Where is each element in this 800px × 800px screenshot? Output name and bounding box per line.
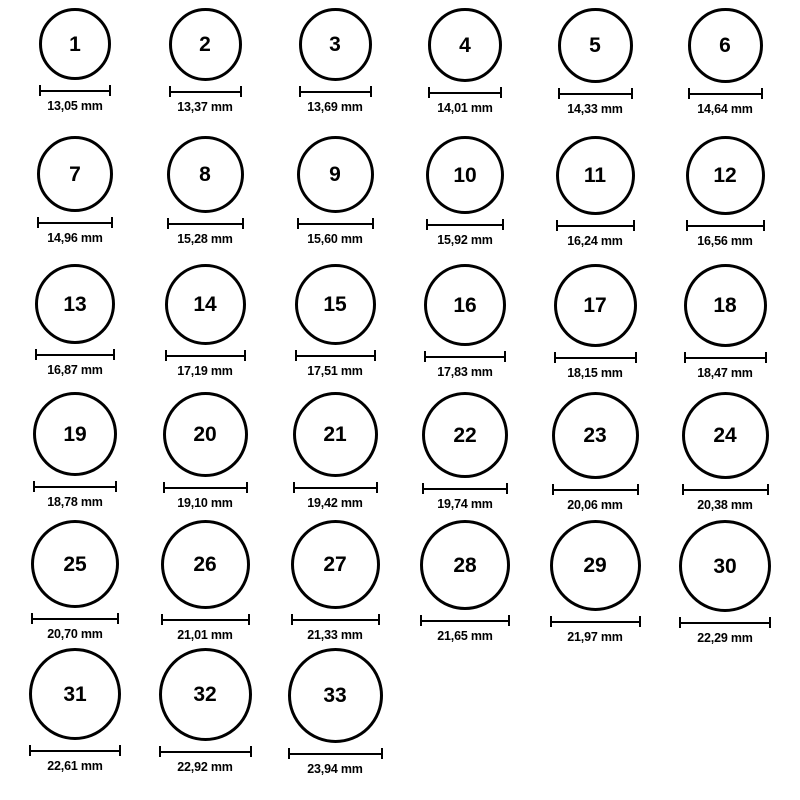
- ring-measure-bar: [29, 745, 121, 756]
- ring-measure-bar: [293, 482, 378, 493]
- measure-line: [165, 355, 246, 357]
- ring-circle[interactable]: [291, 520, 380, 609]
- ring-circle-wrap: [37, 136, 113, 212]
- ring-circle-wrap: [163, 392, 248, 477]
- ring-measure-label: 22,92 mm: [177, 760, 233, 774]
- measure-cap-left: [33, 481, 35, 492]
- ring-circle[interactable]: [420, 520, 510, 610]
- ring-circle[interactable]: [288, 648, 383, 743]
- measure-line: [161, 619, 250, 621]
- measure-cap-left: [29, 745, 31, 756]
- ring-measure-label: 16,56 mm: [697, 234, 753, 248]
- measure-line: [163, 487, 248, 489]
- measure-cap-right: [633, 220, 635, 231]
- measure-line: [426, 224, 504, 226]
- ring-measure-bar: [33, 481, 117, 492]
- ring-circle[interactable]: [39, 8, 111, 80]
- ring-measure-label: 15,60 mm: [307, 232, 363, 246]
- ring-measure-label: 18,47 mm: [697, 366, 753, 380]
- ring-circle[interactable]: [688, 8, 763, 83]
- measure-cap-right: [250, 746, 252, 757]
- ring-cell[interactable]: [530, 264, 660, 392]
- ring-measure-bar: [558, 88, 633, 99]
- ring-circle-wrap: [556, 136, 635, 215]
- measure-cap-right: [109, 85, 111, 96]
- ring-measure-bar: [295, 350, 376, 361]
- measure-cap-right: [506, 483, 508, 494]
- ring-measure-label: 14,33 mm: [567, 102, 623, 116]
- ring-measure-bar: [422, 483, 508, 494]
- ring-size-number: 32: [193, 683, 217, 706]
- measure-line: [39, 90, 111, 92]
- measure-cap-right: [763, 220, 765, 231]
- ring-circle-wrap: [161, 520, 250, 609]
- measure-line: [550, 621, 641, 623]
- measure-line: [31, 618, 119, 620]
- ring-measure-bar: [682, 484, 769, 495]
- ring-size-number: 2: [199, 33, 211, 56]
- ring-cell[interactable]: [400, 264, 530, 392]
- measure-cap-left: [684, 352, 686, 363]
- measure-cap-right: [381, 748, 383, 759]
- ring-size-number: 7: [69, 162, 81, 186]
- ring-measure-label: 16,24 mm: [567, 234, 623, 248]
- ring-size-number: 3: [329, 33, 341, 56]
- measure-cap-left: [165, 350, 167, 361]
- ring-size-number: 30: [713, 554, 737, 578]
- ring-size-number: 23: [583, 424, 607, 447]
- ring-cell[interactable]: [660, 136, 790, 264]
- measure-cap-right: [111, 217, 113, 228]
- measure-line: [293, 487, 378, 489]
- ring-size-number: 10: [453, 163, 477, 187]
- ring-measure-bar: [297, 218, 374, 229]
- ring-cell[interactable]: [270, 136, 400, 264]
- ring-size-number: 9: [329, 163, 341, 186]
- measure-cap-left: [39, 85, 41, 96]
- ring-circle-wrap: [554, 264, 637, 347]
- ring-circle-wrap: [558, 8, 633, 83]
- ring-circle[interactable]: [552, 392, 639, 479]
- measure-cap-right: [246, 482, 248, 493]
- ring-measure-label: 18,78 mm: [47, 495, 103, 509]
- measure-cap-right: [370, 86, 372, 97]
- ring-circle[interactable]: [163, 392, 248, 477]
- ring-measure-bar: [428, 87, 502, 98]
- measure-line: [428, 92, 502, 94]
- ring-measure-label: 14,64 mm: [697, 102, 753, 116]
- ring-measure-bar: [424, 351, 506, 362]
- ring-cell[interactable]: [530, 392, 660, 520]
- ring-circle[interactable]: [426, 136, 504, 214]
- ring-circle-wrap: [29, 648, 121, 740]
- measure-line: [37, 222, 113, 224]
- ring-circle-wrap: [684, 264, 767, 347]
- measure-cap-right: [240, 86, 242, 97]
- ring-cell[interactable]: [140, 8, 270, 136]
- ring-cell[interactable]: [530, 520, 660, 648]
- ring-size-number: 21: [323, 423, 347, 446]
- ring-size-number: 8: [199, 163, 211, 186]
- ring-size-number: 5: [589, 34, 601, 57]
- ring-cell[interactable]: [10, 648, 140, 776]
- measure-line: [556, 225, 635, 227]
- ring-circle-wrap: [420, 520, 510, 610]
- ring-cell[interactable]: [270, 264, 400, 392]
- measure-cap-left: [295, 350, 297, 361]
- ring-measure-bar: [688, 88, 763, 99]
- ring-circle[interactable]: [299, 8, 372, 81]
- ring-measure-label: 19,42 mm: [307, 496, 363, 510]
- measure-line: [169, 91, 242, 93]
- ring-measure-bar: [288, 748, 383, 759]
- ring-measure-bar: [684, 352, 767, 363]
- ring-measure-label: 17,19 mm: [177, 364, 233, 378]
- measure-line: [424, 356, 506, 358]
- measure-cap-left: [31, 613, 33, 624]
- ring-circle-wrap: [293, 392, 378, 477]
- ring-circle-wrap: [299, 8, 372, 81]
- ring-measure-bar: [31, 613, 119, 624]
- measure-line: [33, 486, 117, 488]
- ring-size-number: 16: [453, 293, 477, 317]
- ring-circle-wrap: [35, 264, 115, 344]
- ring-size-number: 12: [713, 164, 737, 187]
- ring-size-number: 4: [459, 33, 471, 57]
- ring-measure-label: 14,01 mm: [437, 101, 493, 115]
- measure-cap-left: [161, 614, 163, 625]
- ring-circle-wrap: [686, 136, 765, 215]
- ring-measure-label: 22,61 mm: [47, 759, 103, 773]
- measure-cap-right: [767, 484, 769, 495]
- ring-circle[interactable]: [297, 136, 374, 213]
- ring-size-number: 20: [193, 423, 217, 446]
- measure-cap-left: [550, 616, 552, 627]
- ring-circle[interactable]: [293, 392, 378, 477]
- ring-measure-label: 21,33 mm: [307, 628, 363, 642]
- ring-size-number: 13: [63, 292, 87, 316]
- ring-size-number: 18: [713, 294, 737, 317]
- ring-measure-label: 14,96 mm: [47, 231, 103, 245]
- ring-circle[interactable]: [679, 520, 771, 612]
- ring-cell[interactable]: [530, 8, 660, 136]
- ring-size-number: 14: [193, 293, 217, 316]
- measure-cap-right: [639, 616, 641, 627]
- measure-cap-right: [508, 615, 510, 626]
- ring-size-number: 29: [583, 554, 607, 577]
- measure-line: [297, 223, 374, 225]
- measure-cap-right: [374, 350, 376, 361]
- ring-cell[interactable]: [660, 520, 790, 648]
- ring-size-number: 27: [323, 553, 347, 576]
- ring-measure-label: 21,97 mm: [567, 630, 623, 644]
- measure-line: [682, 489, 769, 491]
- ring-measure-label: 22,29 mm: [697, 631, 753, 645]
- ring-cell[interactable]: [140, 392, 270, 520]
- ring-measure-label: 23,94 mm: [307, 762, 363, 776]
- ring-measure-label: 16,87 mm: [47, 363, 103, 377]
- ring-cell[interactable]: [660, 392, 790, 520]
- ring-measure-label: 13,69 mm: [307, 100, 363, 114]
- measure-cap-right: [635, 352, 637, 363]
- measure-line: [679, 622, 771, 624]
- ring-measure-label: 19,74 mm: [437, 497, 493, 511]
- ring-measure-bar: [167, 218, 244, 229]
- ring-measure-bar: [679, 617, 771, 628]
- measure-cap-left: [35, 349, 37, 360]
- measure-line: [295, 355, 376, 357]
- ring-circle[interactable]: [558, 8, 633, 83]
- measure-cap-left: [291, 614, 293, 625]
- ring-circle-wrap: [33, 392, 117, 476]
- ring-circle-wrap: [679, 520, 771, 612]
- measure-line: [291, 619, 380, 621]
- ring-cell[interactable]: [270, 8, 400, 136]
- ring-circle[interactable]: [159, 648, 252, 741]
- measure-cap-left: [426, 219, 428, 230]
- measure-line: [35, 354, 115, 356]
- ring-size-number: 24: [713, 424, 737, 447]
- ring-circle[interactable]: [31, 520, 119, 608]
- ring-size-number: 33: [323, 684, 347, 707]
- ring-cell[interactable]: [10, 264, 140, 392]
- ring-measure-bar: [550, 616, 641, 627]
- ring-cell[interactable]: [270, 648, 400, 776]
- ring-measure-label: 19,10 mm: [177, 496, 233, 510]
- ring-measure-bar: [291, 614, 380, 625]
- measure-cap-left: [167, 218, 169, 229]
- measure-cap-left: [428, 87, 430, 98]
- ring-circle-wrap: [291, 520, 380, 609]
- ring-measure-label: 15,92 mm: [437, 233, 493, 247]
- ring-circle[interactable]: [556, 136, 635, 215]
- ring-cell[interactable]: [10, 520, 140, 648]
- ring-size-number: 1: [69, 32, 81, 56]
- measure-line: [552, 489, 639, 491]
- ring-measure-label: 18,15 mm: [567, 366, 623, 380]
- ring-measure-label: 20,06 mm: [567, 498, 623, 512]
- ring-cell[interactable]: [10, 392, 140, 520]
- ring-circle[interactable]: [29, 648, 121, 740]
- ring-measure-label: 17,51 mm: [307, 364, 363, 378]
- ring-circle-wrap: [159, 648, 252, 741]
- ring-circle-wrap: [39, 8, 111, 80]
- ring-cell[interactable]: [10, 8, 140, 136]
- measure-cap-left: [420, 615, 422, 626]
- ring-measure-bar: [552, 484, 639, 495]
- measure-cap-right: [117, 613, 119, 624]
- ring-measure-bar: [556, 220, 635, 231]
- ring-measure-bar: [159, 746, 252, 757]
- ring-circle-wrap: [552, 392, 639, 479]
- ring-measure-bar: [39, 85, 111, 96]
- ring-measure-bar: [163, 482, 248, 493]
- ring-size-number: 19: [63, 422, 87, 446]
- ring-circle-wrap: [550, 520, 641, 611]
- measure-cap-left: [299, 86, 301, 97]
- ring-circle-wrap: [682, 392, 769, 479]
- measure-line: [420, 620, 510, 622]
- ring-size-number: 28: [453, 553, 477, 577]
- ring-measure-label: 20,70 mm: [47, 627, 103, 641]
- ring-circle[interactable]: [550, 520, 641, 611]
- ring-measure-bar: [686, 220, 765, 231]
- ring-circle-wrap: [428, 8, 502, 82]
- ring-cell[interactable]: [660, 8, 790, 136]
- measure-cap-left: [556, 220, 558, 231]
- ring-circle-wrap: [165, 264, 246, 345]
- measure-cap-right: [242, 218, 244, 229]
- measure-cap-right: [761, 88, 763, 99]
- ring-size-number: 31: [63, 682, 87, 706]
- ring-circle-wrap: [31, 520, 119, 608]
- ring-circle-wrap: [288, 648, 383, 743]
- ring-size-number: 25: [63, 552, 87, 576]
- ring-cell[interactable]: [400, 136, 530, 264]
- ring-cell[interactable]: [140, 520, 270, 648]
- measure-line: [558, 93, 633, 95]
- ring-measure-bar: [420, 615, 510, 626]
- measure-cap-right: [631, 88, 633, 99]
- measure-line: [554, 357, 637, 359]
- ring-circle[interactable]: [428, 8, 502, 82]
- ring-size-number: 26: [193, 553, 217, 576]
- ring-circle-wrap: [169, 8, 242, 81]
- ring-circle[interactable]: [37, 136, 113, 212]
- measure-line: [422, 488, 508, 490]
- ring-circle[interactable]: [554, 264, 637, 347]
- ring-measure-bar: [35, 349, 115, 360]
- measure-cap-right: [376, 482, 378, 493]
- ring-circle[interactable]: [682, 392, 769, 479]
- ring-circle[interactable]: [161, 520, 250, 609]
- measure-cap-right: [637, 484, 639, 495]
- measure-cap-right: [769, 617, 771, 628]
- ring-circle[interactable]: [35, 264, 115, 344]
- measure-cap-left: [679, 617, 681, 628]
- measure-cap-left: [686, 220, 688, 231]
- ring-cell[interactable]: [140, 648, 270, 776]
- measure-cap-right: [244, 350, 246, 361]
- ring-measure-bar: [554, 352, 637, 363]
- measure-cap-right: [248, 614, 250, 625]
- measure-cap-right: [765, 352, 767, 363]
- measure-cap-left: [37, 217, 39, 228]
- ring-size-number: 11: [583, 164, 607, 187]
- measure-cap-left: [688, 88, 690, 99]
- ring-circle-wrap: [422, 392, 508, 478]
- ring-cell[interactable]: [530, 136, 660, 264]
- ring-circle[interactable]: [424, 264, 506, 346]
- measure-cap-left: [293, 482, 295, 493]
- ring-measure-label: 13,05 mm: [47, 99, 103, 113]
- ring-cell[interactable]: [270, 520, 400, 648]
- ring-circle-wrap: [424, 264, 506, 346]
- ring-measure-bar: [426, 219, 504, 230]
- measure-cap-left: [297, 218, 299, 229]
- ring-cell[interactable]: [140, 264, 270, 392]
- measure-cap-left: [554, 352, 556, 363]
- ring-size-number: 17: [583, 294, 607, 317]
- ring-measure-label: 21,01 mm: [177, 628, 233, 642]
- measure-line: [288, 753, 383, 755]
- measure-cap-right: [119, 745, 121, 756]
- measure-cap-right: [113, 349, 115, 360]
- ring-measure-bar: [161, 614, 250, 625]
- measure-cap-left: [159, 746, 161, 757]
- measure-line: [299, 91, 372, 93]
- measure-cap-left: [552, 484, 554, 495]
- ring-circle[interactable]: [684, 264, 767, 347]
- measure-cap-right: [502, 219, 504, 230]
- measure-line: [167, 223, 244, 225]
- ring-cell[interactable]: [400, 392, 530, 520]
- ring-cell[interactable]: [400, 520, 530, 648]
- measure-cap-left: [682, 484, 684, 495]
- measure-cap-left: [424, 351, 426, 362]
- ring-measure-label: 15,28 mm: [177, 232, 233, 246]
- ring-cell[interactable]: [660, 264, 790, 392]
- ring-circle[interactable]: [165, 264, 246, 345]
- measure-line: [159, 751, 252, 753]
- ring-measure-label: 21,65 mm: [437, 629, 493, 643]
- ring-measure-bar: [169, 86, 242, 97]
- ring-circle-wrap: [295, 264, 376, 345]
- ring-cell[interactable]: [140, 136, 270, 264]
- measure-cap-right: [500, 87, 502, 98]
- ring-measure-label: 20,38 mm: [697, 498, 753, 512]
- measure-line: [688, 93, 763, 95]
- measure-cap-right: [115, 481, 117, 492]
- ring-measure-bar: [299, 86, 372, 97]
- measure-cap-left: [422, 483, 424, 494]
- ring-circle[interactable]: [33, 392, 117, 476]
- ring-measure-bar: [37, 217, 113, 228]
- ring-circle[interactable]: [295, 264, 376, 345]
- measure-cap-right: [378, 614, 380, 625]
- ring-circle-wrap: [167, 136, 244, 213]
- ring-circle-wrap: [688, 8, 763, 83]
- measure-line: [29, 750, 121, 752]
- ring-size-number: 15: [323, 293, 347, 316]
- measure-cap-right: [504, 351, 506, 362]
- ring-measure-label: 13,37 mm: [177, 100, 233, 114]
- ring-circle[interactable]: [686, 136, 765, 215]
- ring-circle[interactable]: [169, 8, 242, 81]
- ring-measure-label: 17,83 mm: [437, 365, 493, 379]
- ring-cell[interactable]: [10, 136, 140, 264]
- ring-circle[interactable]: [422, 392, 508, 478]
- ring-circle-wrap: [297, 136, 374, 213]
- measure-line: [684, 357, 767, 359]
- measure-cap-left: [169, 86, 171, 97]
- ring-measure-bar: [165, 350, 246, 361]
- measure-cap-left: [163, 482, 165, 493]
- measure-cap-left: [288, 748, 290, 759]
- ring-cell[interactable]: [270, 392, 400, 520]
- measure-cap-right: [372, 218, 374, 229]
- ring-cell[interactable]: [400, 8, 530, 136]
- ring-size-number: 6: [719, 34, 731, 57]
- ring-size-number: 22: [453, 423, 477, 447]
- measure-line: [686, 225, 765, 227]
- ring-circle[interactable]: [167, 136, 244, 213]
- ring-circle-wrap: [426, 136, 504, 214]
- measure-cap-left: [558, 88, 560, 99]
